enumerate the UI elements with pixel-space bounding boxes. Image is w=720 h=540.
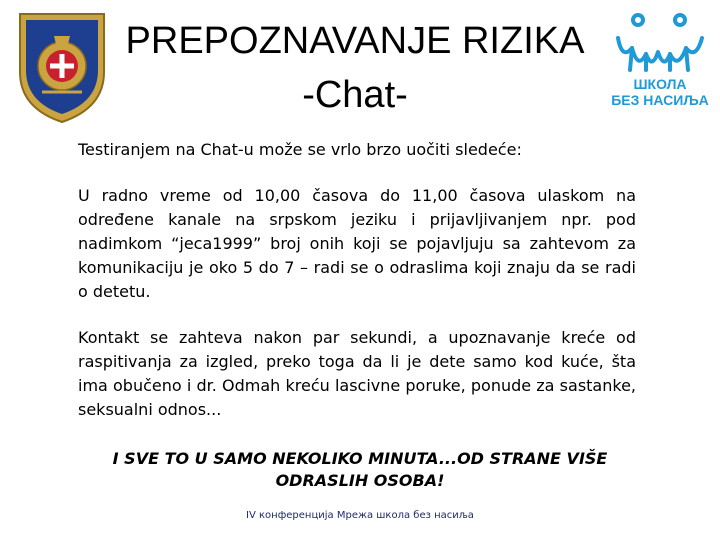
paragraph-chat-test: U radno vreme od 10,00 časova do 11,00 časova ulaskom na određene kanale na srpskom jeziku i prijavljivanjem npr. pod nadimkom “jeca1999” broj onih koji se pojavljuju sa zahtevom za komunikaciju je oko 5 do 7 – radi se o odraslima koji znaju da se radi o detetu. (78, 186, 636, 301)
title-line-1: PREPOZNAVANJE RIZIKA (125, 20, 585, 62)
slide-body (78, 138, 636, 422)
intro-text: Testiranjem na Chat-u može se vrlo brzo uočiti sledeće: (78, 140, 522, 159)
ministry-badge-logo (12, 8, 112, 126)
school-logo-line-2: БЕЗ НАСИЉА (611, 92, 709, 108)
school-logo-text (608, 76, 712, 108)
emphasis-text (40, 448, 680, 492)
emphasis-line-1: I SVE TO U SAMO NEKOLIKO MINUTA...OD STRANE VIŠE (112, 449, 608, 468)
slide-title (120, 14, 590, 122)
footer-text: IV конференција Мрежа школа без насиља (246, 510, 474, 521)
emphasis-line-2: ODRASLIH OSOBA! (275, 471, 445, 490)
title-line-2: -Chat- (302, 74, 408, 116)
paragraph-contact: Kontakt se zahteva nakon par sekundi, a upoznavanje kreće od raspitivanja za izgled, preko toga da li je dete samo kod kuće, šta ima obučeno i dr. Odmah kreću lascivne poruke, ponude za sastanke, seksualni odnos... (78, 328, 636, 419)
school-logo-line-1: ШКОЛА (633, 76, 687, 92)
